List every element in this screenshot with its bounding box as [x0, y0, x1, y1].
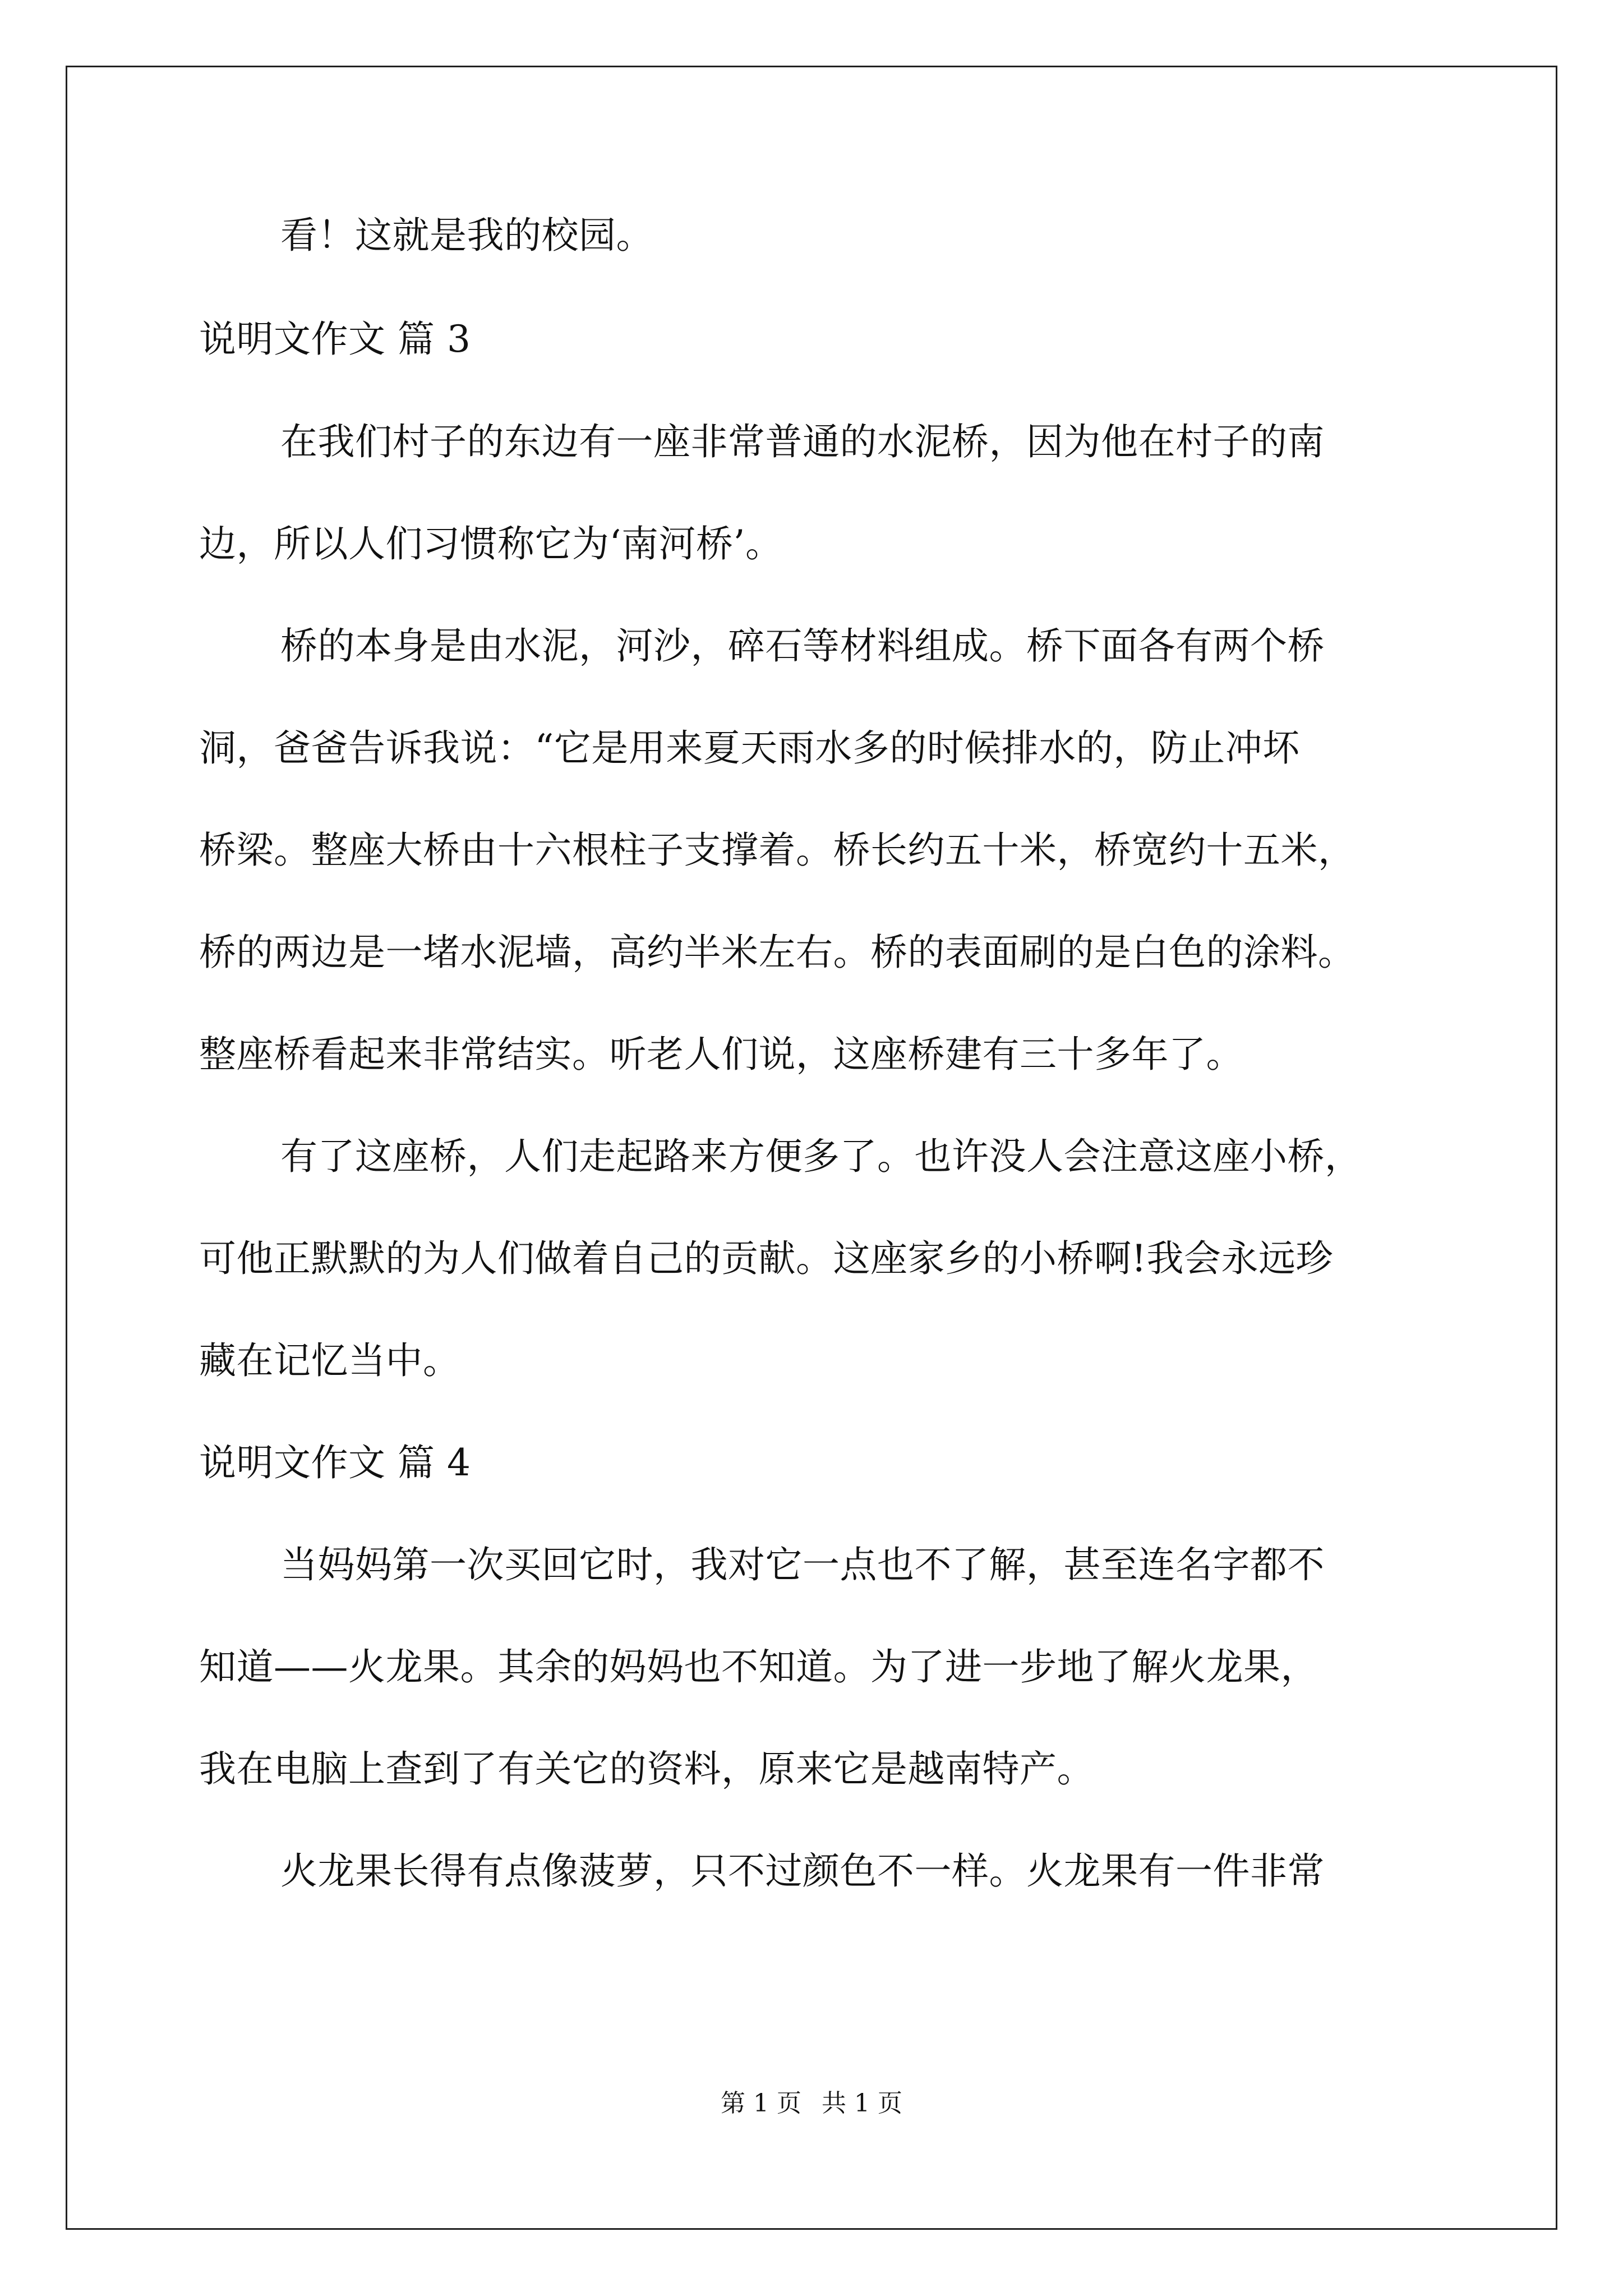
section-heading: 说明文作文 篇 3: [199, 318, 471, 361]
paragraph-line: 桥的本身是由水泥，河沙，碎石等材料组成。桥下面各有两个桥: [280, 624, 1325, 668]
paragraph-line: 桥梁。整座大桥由十六根柱子支撑着。桥长约五十米，桥宽约十五米，: [199, 829, 1355, 872]
paragraph-line: 我在电脑上查到了有关它的资料，原来它是越南特产。: [199, 1747, 1094, 1791]
page-total: 共 1 页: [822, 2089, 902, 2118]
paragraph-line: 可他正默默的为人们做着自己的贡献。这座家乡的小桥啊!我会永远珍: [199, 1237, 1334, 1280]
paragraph-line: 洞，爸爸告诉我说：“它是用来夏天雨水多的时候排水的，防止冲坏: [199, 726, 1300, 770]
paragraph-line: 在我们村子的东边有一座非常普通的水泥桥，因为他在村子的南: [280, 420, 1325, 463]
paragraph-line: 知道——火龙果。其余的妈妈也不知道。为了进一步地了解火龙果，: [199, 1645, 1318, 1688]
paragraph-line: 藏在记忆当中。: [199, 1339, 460, 1382]
paragraph-line: 桥的两边是一堵水泥墙，高约半米左右。桥的表面刷的是白色的涂料。: [199, 931, 1355, 974]
paragraph-line: 当妈妈第一次买回它时，我对它一点也不了解，甚至连名字都不: [280, 1543, 1325, 1586]
section-heading: 说明文作文 篇 4: [199, 1441, 471, 1484]
paragraph-line: 有了这座桥，人们走起路来方便多了。也许没人会注意这座小桥，: [280, 1135, 1362, 1178]
page-number: 第 1 页: [721, 2089, 801, 2118]
paragraph-line: 看！这就是我的校园。: [280, 214, 653, 257]
paragraph-line: 整座桥看起来非常结实。听老人们说，这座桥建有三十多年了。: [199, 1033, 1243, 1076]
paragraph-line: 边，所以人们习惯称它为‘南河桥’。: [199, 522, 783, 565]
paragraph-line: 火龙果长得有点像菠萝，只不过颜色不一样。火龙果有一件非常: [280, 1849, 1325, 1893]
page-footer: [0, 2088, 1623, 2119]
